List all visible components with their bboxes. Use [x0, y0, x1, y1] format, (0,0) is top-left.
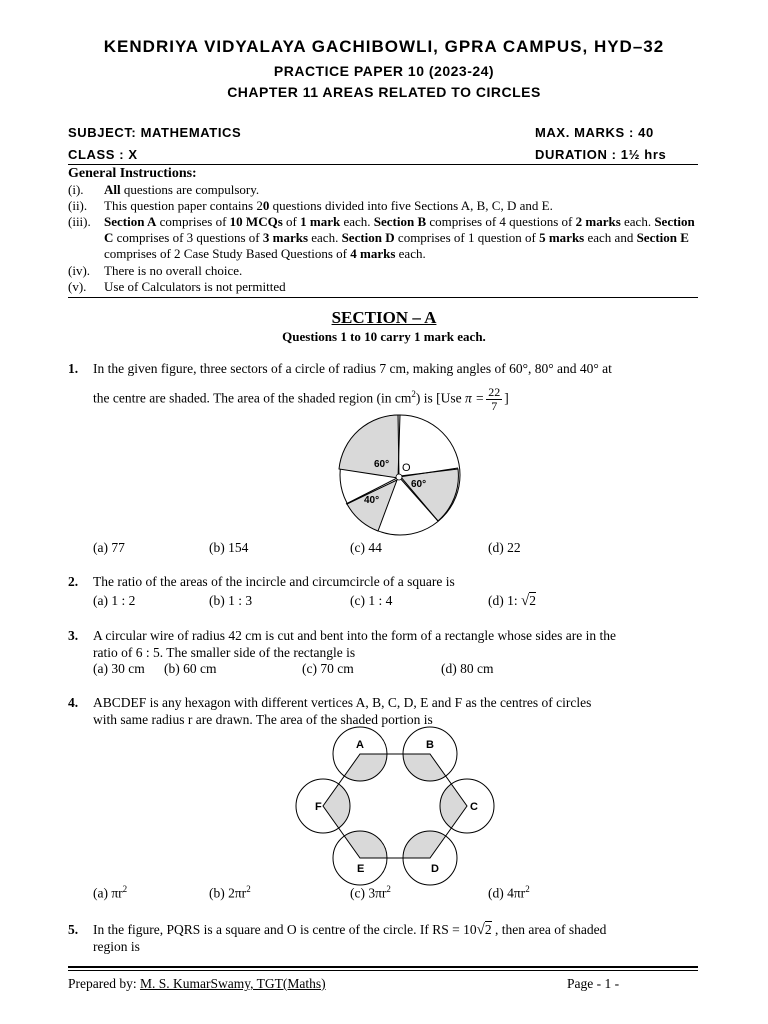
- question-4-line-1: ABCDEF is any hexagon with different vertices A, B, C, D, E and F as the centres of circles: [93, 695, 592, 710]
- section-subtitle: Questions 1 to 10 carry 1 mark each.: [282, 329, 486, 344]
- prepared-by: Prepared by: M. S. KumarSwamy, TGT(Maths): [68, 976, 326, 991]
- option-d: (d) 22: [488, 540, 521, 555]
- page-number: Page - 1 -: [567, 976, 620, 991]
- question-number: 5.: [68, 922, 79, 937]
- question-2-text: The ratio of the areas of the incircle and circumcircle of a square is: [93, 574, 455, 589]
- vertex-label: F: [315, 801, 322, 813]
- option-a: (a) 77: [93, 540, 125, 555]
- option-a: (a) $\pi r^2$: [93, 884, 128, 901]
- paper-title: PRACTICE PAPER 10 (2023-24): [273, 63, 495, 79]
- instruction-item: (iii). Section A comprises of 10 MCQs of 1 mark each. Section B comprises of 4 questions of 2 marks each. Section C comprises of 3 questions of 3 marks each. Section D comprises of 1 question of 5 marks each and Section E comprises of 2 Case Study Based Questions of 4 marks each.: [68, 214, 695, 261]
- vertex-label: D: [431, 863, 439, 875]
- chapter-title: CHAPTER 11 AREAS RELATED TO CIRCLES: [227, 84, 541, 100]
- option-c: (c) 44: [350, 540, 382, 555]
- duration-label: DURATION : 1½ hrs: [535, 147, 667, 162]
- option-b: (b) $2\pi r^2$: [209, 884, 251, 901]
- vertex-label: A: [356, 739, 364, 751]
- instruction-item: (iv). There is no overall choice.: [68, 263, 243, 278]
- angle-label: 40°: [364, 495, 380, 506]
- question-1-line-2: the centre are shaded. The area of the shaded region (in $cm^2$) is [Use π = $\frac{22}{7}$ ]: [93, 384, 509, 413]
- vertex-label: E: [357, 863, 365, 875]
- vertex-label: B: [426, 739, 434, 751]
- question-4-line-2: with same radius r are drawn. The area of the shaded portion is: [93, 712, 433, 727]
- footer-rule: [68, 970, 698, 971]
- question-number: 4.: [68, 695, 79, 710]
- option-d: (d) $4\pi r^2$: [488, 884, 530, 901]
- option-b: (b) 154: [209, 540, 249, 555]
- hexagon-circles-figure: [295, 726, 495, 886]
- question-number: 1.: [68, 361, 79, 376]
- instruction-item: (i). All questions are compulsory.: [68, 182, 260, 197]
- centre-label: O: [402, 462, 411, 474]
- vertex-label: C: [470, 801, 478, 813]
- subject-label: SUBJECT: MATHEMATICS: [68, 125, 242, 140]
- question-3-line-2: ratio of 6 : 5. The smaller side of the rectangle is: [93, 645, 356, 660]
- question-3-line-1: A circular wire of radius 42 cm is cut and bent into the form of a rectangle whose sides are in the: [93, 628, 616, 643]
- max-marks-label: MAX. MARKS : 40: [535, 125, 654, 140]
- section-title: SECTION – A: [331, 308, 437, 327]
- instructions-title: General Instructions:: [68, 166, 197, 181]
- pi-fraction: $\frac{22}{7}$: [488, 384, 501, 413]
- option-c: (c) 70 cm: [302, 661, 354, 676]
- angle-label: 60°: [374, 459, 390, 470]
- instruction-item: (v). Use of Calculators is not permitted: [68, 279, 286, 294]
- option-c: (c) $3\pi r^2$: [350, 884, 391, 901]
- question-number: 2.: [68, 574, 79, 589]
- option-a: (a) 1 : 2: [93, 593, 136, 608]
- question-5-line-1: In the figure, PQRS is a square and O is centre of the circle. If RS = 10√2 , then area of shaded: [93, 922, 607, 938]
- square-root: √: [521, 593, 530, 609]
- author-name: M. S. KumarSwamy, TGT(Maths): [139, 976, 326, 991]
- class-label: CLASS : X: [68, 147, 138, 162]
- header-divider: [68, 164, 698, 165]
- school-title: KENDRIYA VIDYALAYA GACHIBOWLI, GPRA CAMPUS, HYD–32: [103, 37, 665, 56]
- option-c: (c) 1 : 4: [350, 593, 393, 608]
- option-d: (d) 80 cm: [441, 661, 494, 676]
- angle-label: 60°: [411, 479, 427, 490]
- square-root: √: [476, 922, 485, 938]
- question-1-line-1: In the given figure, three sectors of a circle of radius 7 cm, making angles of 60°, 80° and 40° at: [93, 361, 612, 376]
- question-5-line-2: region is: [93, 939, 140, 954]
- question-number: 3.: [68, 628, 79, 643]
- instruction-item: (ii). This question paper contains 20 questions divided into five Sections A, B, C, D and E.: [68, 198, 553, 213]
- option-b: (b) 1 : 3: [209, 593, 253, 608]
- footer-rule: [68, 966, 698, 968]
- option-a: (a) 30 cm: [93, 661, 145, 676]
- sectors-figure: [330, 410, 470, 540]
- option-d: (d) 1: √2: [488, 593, 536, 609]
- option-b: (b) 60 cm: [164, 661, 217, 676]
- instructions-divider: [68, 297, 698, 298]
